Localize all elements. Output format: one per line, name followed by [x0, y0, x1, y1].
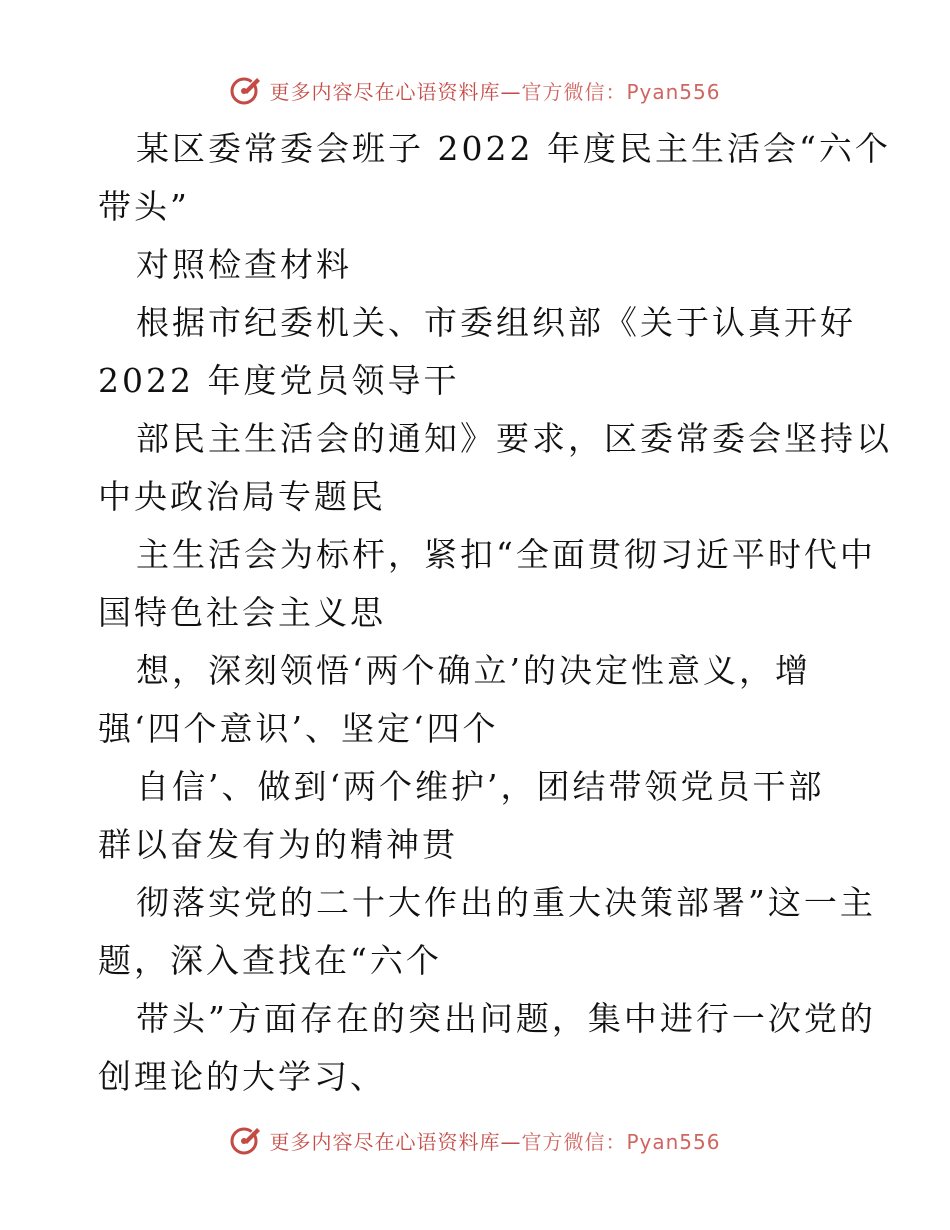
text-line: 想，深刻领悟‘两个确立’的决定性意义，增 [136, 651, 811, 690]
text-line: 群以奋发有为的精神贯 [98, 825, 458, 864]
header-banner [0, 70, 950, 110]
header-banner-contact: 官方微信：Pyan556 [521, 79, 721, 104]
text-line: 强‘四个意识’、坚定‘四个 [98, 709, 499, 748]
text-line: 题，深入查找在“六个 [98, 941, 442, 980]
text-line: 自信’、做到‘两个维护’，团结带领党员干部 [136, 767, 825, 806]
footer-banner [0, 1120, 950, 1160]
text-line: 国特色社会主义思 [98, 593, 386, 632]
header-banner-text [269, 76, 720, 105]
text-line: 2022 年度党员领导干 [98, 361, 460, 400]
footer-banner-title: 更多内容尽在心语资料库— [269, 1129, 522, 1154]
text-line: 根据市纪委机关、市委组织部《关于认真开好 [136, 303, 856, 342]
text-line: 某区委常委会班子 2022 年度民主生活会“六个 [136, 129, 891, 168]
text-line: 带头”方面存在的突出问题，集中进行一次党的 [136, 999, 876, 1038]
text-line: 带头” [98, 187, 190, 226]
quill-logo-icon [229, 1123, 263, 1157]
text-line: 主生活会为标杆，紧扣“全面贯彻习近平时代中 [136, 535, 876, 574]
text-line: 对照检查材料 [136, 245, 352, 284]
quill-logo-icon [229, 73, 263, 107]
text-line: 部民主生活会的通知》要求，区委常委会坚持以 [136, 419, 892, 458]
header-banner-title: 更多内容尽在心语资料库— [269, 79, 522, 104]
text-line: 中央政治局专题民 [98, 477, 386, 516]
document-body [98, 120, 892, 1106]
footer-banner-contact: 官方微信：Pyan556 [521, 1129, 721, 1154]
text-line: 彻落实党的二十大作出的重大决策部署”这一主 [136, 883, 876, 922]
footer-banner-text [269, 1126, 720, 1155]
text-line: 创理论的大学习、 [98, 1057, 386, 1096]
